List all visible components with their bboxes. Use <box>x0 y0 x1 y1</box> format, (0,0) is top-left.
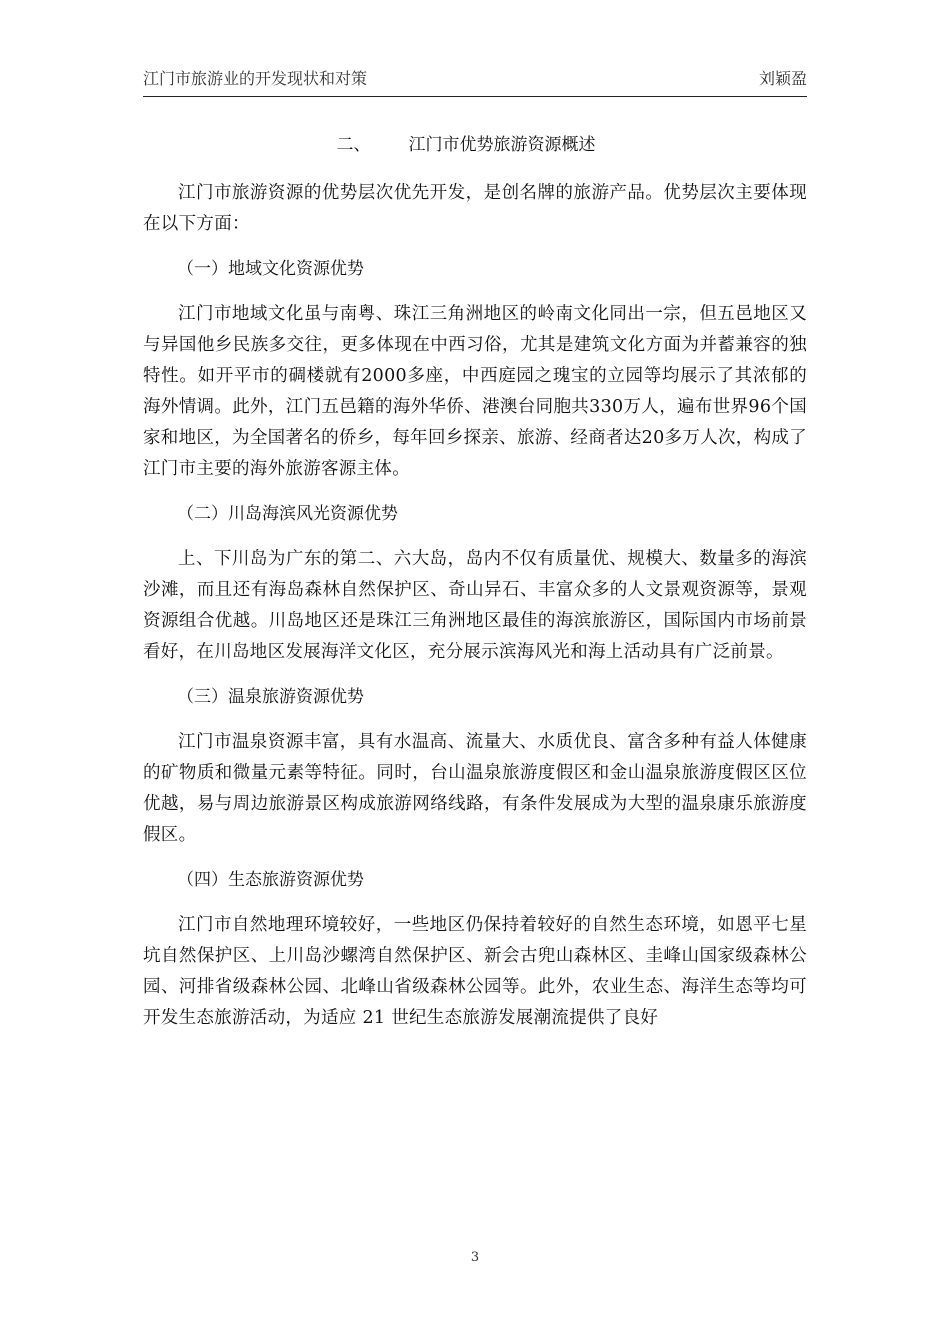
page-header <box>143 62 807 97</box>
subsection-heading-3: （三）温泉旅游资源优势 <box>177 687 364 707</box>
header-title: 江门市旅游业的开发现状和对策 <box>143 69 368 88</box>
subsection-heading-1: （一）地域文化资源优势 <box>177 259 364 279</box>
subsection-body-4: 江门市自然地理环境较好，一些地区仍保持着较好的自然生态环境，如恩平七星坑自然保护区、上川岛沙螺湾自然保护区、新会古兜山森林区、圭峰山国家级森林公园、河排省级森林公园、北峰山省级森林公园等。此外，农业生态、海洋生态等均可开发生态旅游活动，为适应 21 世纪生态旅游发展潮流提供了良好 <box>143 915 807 1028</box>
section-title <box>143 126 807 164</box>
section-title-text: 江门市优势旅游资源概述 <box>408 135 596 155</box>
intro-paragraph: 江门市旅游资源的优势层次优先开发，是创名牌的旅游产品。优势层次主要体现在以下方面： <box>143 183 807 234</box>
subsection-body-2: 上、下川岛为广东的第二、六大岛，岛内不仅有质量优、规模大、数量多的海滨沙滩，而且还有海岛森林自然保护区、奇山异石、丰富众多的人文景观资源等，景观资源组合优越。川岛地区还是珠江三角洲地区最佳的海滨旅游区，国际国内市场前景看好，在川岛地区发展海洋文化区，充分展示滨海风光和海上活动具有广泛前景。 <box>143 549 807 662</box>
subsection-heading-2: （二）川岛海滨风光资源优势 <box>177 504 398 524</box>
header-author: 刘颖盈 <box>758 69 807 88</box>
page-number: 3 <box>470 1250 480 1265</box>
section-number: 二、 <box>336 135 371 155</box>
subsection-body-1: 江门市地域文化虽与南粤、珠江三角洲地区的岭南文化同出一宗，但五邑地区又与异国他乡民族多交往，更多体现在中西习俗，尤其是建筑文化方面为并蓄兼容的独特性。如开平市的碉楼就有2000多座，中西庭园之瑰宝的立园等均展示了其浓郁的海外情调。此外，江门五邑籍的海外华侨、港澳台同胞共330万人，遍布世界96个国家和地区，为全国著名的侨乡，每年回乡探亲、旅游、经商者达20多万人次，构成了江门市主要的海外旅游客源主体。 <box>143 304 807 479</box>
subsection-body-3: 江门市温泉资源丰富，具有水温高、流量大、水质优良、富含多种有益人体健康的矿物质和微量元素等特征。同时，台山温泉旅游度假区和金山温泉旅游度假区区位优越，易与周边旅游景区构成旅游网络线路，有条件发展成为大型的温泉康乐旅游度假区。 <box>143 732 807 845</box>
page-content <box>143 126 807 1048</box>
subsection-heading-4: （四）生态旅游资源优势 <box>177 870 364 890</box>
